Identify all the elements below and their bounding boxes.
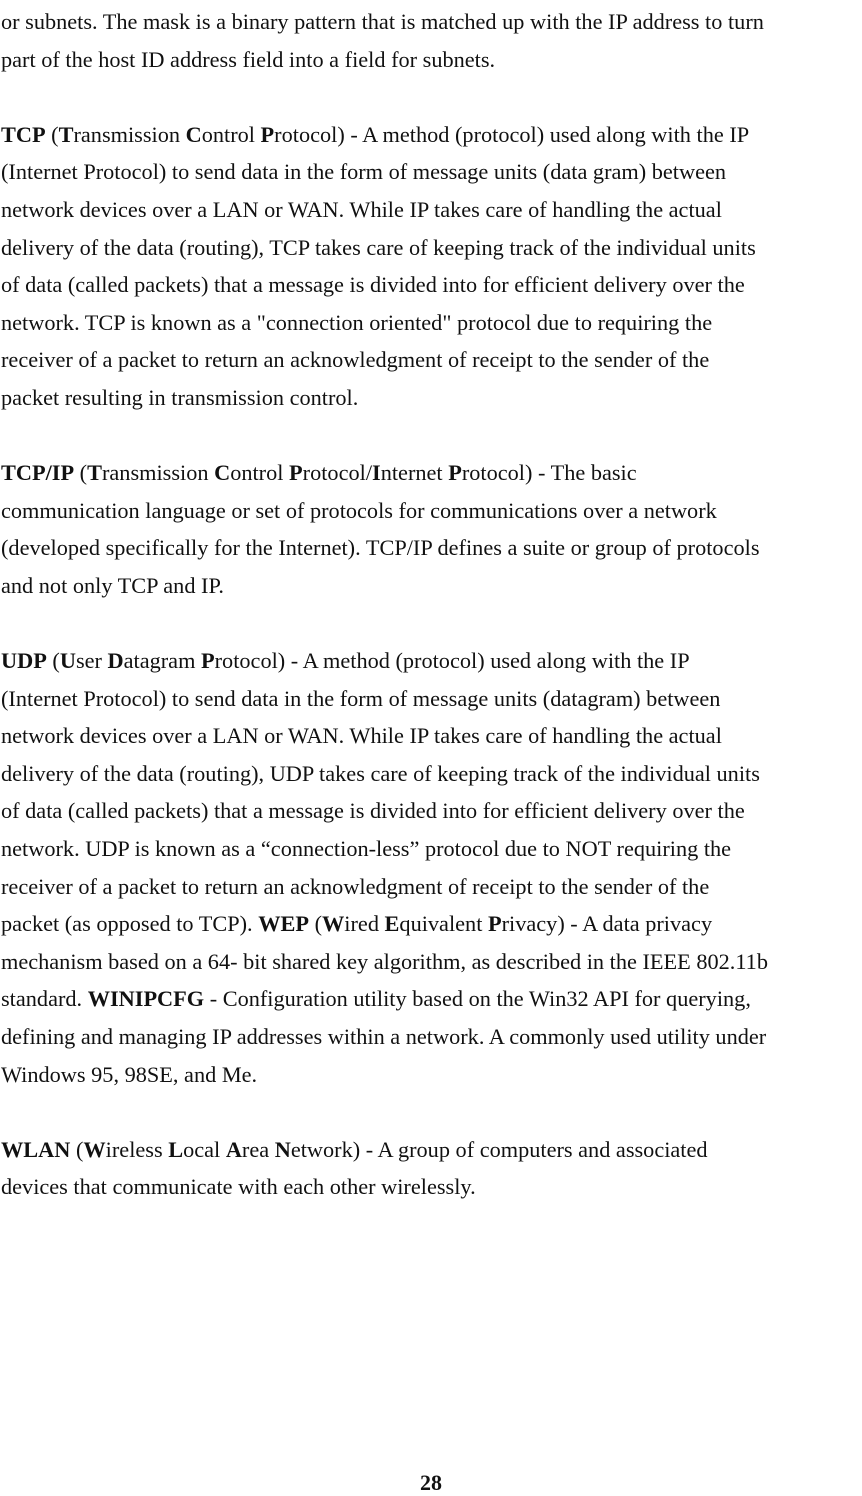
text-fragment: packet (as opposed to TCP).: [1, 911, 259, 937]
expansion-word: rivacy: [501, 911, 558, 937]
text-line: or subnets. The mask is a binary pattern that is matched up with the IP address to turn: [1, 9, 764, 34]
expansion-word: rea: [241, 1136, 275, 1162]
text-line: (developed specifically for the Internet). TCP/IP defines a suite or group of protocols: [1, 535, 760, 561]
glossary-entry-tcp: [1, 116, 861, 417]
expansion-word: ireless: [105, 1136, 169, 1162]
text-line: receiver of a packet to return an acknowledgment of receipt to the sender of the: [1, 873, 710, 899]
expansion-word: ontrol: [230, 460, 290, 486]
expansion-word: ransmission: [73, 121, 186, 147]
expansion-word: ransmission: [101, 460, 215, 486]
definition-start: ) - A group of computers and associated: [352, 1136, 708, 1162]
glossary-entry-udp: [1, 642, 861, 1093]
acronym-letter: T: [87, 460, 102, 486]
acronym-letter: N: [274, 1136, 291, 1162]
acronym-letter: T: [58, 121, 74, 147]
expansion-word: ontrol: [201, 121, 261, 147]
text-line: (Internet Protocol) to send data in the form of message units (data gram) between: [1, 159, 727, 185]
text-line: network. TCP is known as a "connection oriented" protocol due to requiring the: [1, 309, 713, 335]
page-number: 28: [420, 1470, 442, 1495]
text-line: and not only TCP and IP.: [1, 572, 224, 598]
expansion-word: atagram: [123, 648, 201, 674]
acronym-letter: A: [225, 1136, 242, 1162]
text-line: network. UDP is known as a “connection-less” protocol due to NOT requiring the: [1, 836, 732, 862]
text-line: part of the host ID address field into a field for subnets.: [1, 46, 496, 72]
acronym-letter: U: [59, 648, 76, 674]
glossary-entry-tcpip: [1, 454, 861, 604]
expansion-word: rotocol: [214, 648, 278, 674]
glossary-entry-wlan: [1, 1131, 861, 1206]
text-line: mechanism based on a 64- bit shared key algorithm, as described in the IEEE 802.11b: [1, 948, 768, 974]
expansion-word: ired: [344, 911, 385, 937]
text-line: communication language or set of protocols for communications over a network: [1, 497, 717, 523]
text-line: network devices over a LAN or WAN. While IP takes care of handling the actual: [1, 196, 722, 222]
acronym-letter: C: [185, 121, 202, 147]
acronym-letter: E: [384, 911, 400, 937]
expansion-word: etwork: [290, 1136, 353, 1162]
expansion-word: nternet: [380, 460, 449, 486]
expansion-word: ser: [75, 648, 108, 674]
text-fragment: standard.: [1, 986, 88, 1012]
entry-heading-line: packet (as opposed to TCP). WEP (Wired Equivalent Privacy) - A data privacy: [1, 911, 713, 937]
entry-heading-line: WLAN (Wireless Local Area Network) - A group of computers and associated: [1, 1136, 708, 1162]
expansion-word: ocal: [183, 1136, 226, 1162]
text-line: packet resulting in transmission control.: [1, 384, 359, 410]
entry-heading-line: TCP (Transmission Control Protocol) - A method (protocol) used along with the IP: [1, 121, 750, 147]
text-line: of data (called packets) that a message is divided into for efficient delivery over the: [1, 798, 745, 824]
acronym-letter: L: [168, 1136, 184, 1162]
acronym-letter: P: [201, 648, 215, 674]
glossary-term: UDP: [1, 648, 47, 674]
entry-heading-line: UDP (User Datagram Protocol) - A method (protocol) used along with the IP: [1, 648, 690, 674]
text-line: of data (called packets) that a message is divided into for efficient delivery over the: [1, 272, 745, 298]
text-line: delivery of the data (routing), TCP takes care of keeping track of the individual units: [1, 234, 756, 260]
text-line: devices that communicate with each other wirelessly.: [1, 1174, 476, 1200]
acronym-letter: W: [322, 911, 345, 937]
text-line: defining and managing IP addresses within a network. A commonly used utility under: [1, 1024, 767, 1050]
acronym-letter: W: [83, 1136, 106, 1162]
acronym-letter: P: [260, 121, 275, 147]
definition-start: ) - A method (protocol) used along with the IP: [277, 648, 690, 674]
text-line: (Internet Protocol) to send data in the form of message units (datagram) between: [1, 685, 721, 711]
acronym-letter: P: [487, 911, 502, 937]
intro-paragraph: [1, 3, 861, 78]
definition-start: ) - A data privacy: [557, 911, 713, 937]
glossary-term: WEP: [258, 911, 309, 937]
expansion-word: quivalent: [399, 911, 488, 937]
glossary-term: TCP: [1, 121, 46, 147]
text-line: Windows 95, 98SE, and Me.: [1, 1061, 258, 1087]
definition-start: ) - A method (protocol) used along with the IP: [337, 121, 750, 147]
definition-start: ) - The basic: [524, 460, 637, 486]
text-line: receiver of a packet to return an acknowledgment of receipt to the sender of the: [1, 347, 710, 373]
text-line: network devices over a LAN or WAN. While IP takes care of handling the actual: [1, 723, 722, 749]
text-line: delivery of the data (routing), UDP takes care of keeping track of the individual units: [1, 760, 760, 786]
glossary-term: TCP/IP: [1, 460, 75, 486]
acronym-letter: C: [214, 460, 231, 486]
entry-heading-line: [1, 980, 861, 1018]
acronym-letter: P: [289, 460, 303, 486]
expansion-word: rotocol/: [302, 460, 373, 486]
expansion-word: rotocol: [274, 121, 338, 147]
entry-heading-line: TCP/IP (Transmission Control Protocol/Internet Protocol) - The basic: [1, 460, 637, 486]
acronym-letter: I: [372, 460, 381, 486]
acronym-letter: D: [107, 648, 124, 674]
glossary-term: WLAN: [1, 1136, 71, 1162]
definition-start: - Configuration utility based on the Win32 API for querying,: [204, 986, 751, 1012]
expansion-word: rotocol: [461, 460, 525, 486]
glossary-content: [1, 3, 861, 1244]
acronym-letter: P: [448, 460, 462, 486]
glossary-term: WINIPCFG: [87, 986, 205, 1012]
